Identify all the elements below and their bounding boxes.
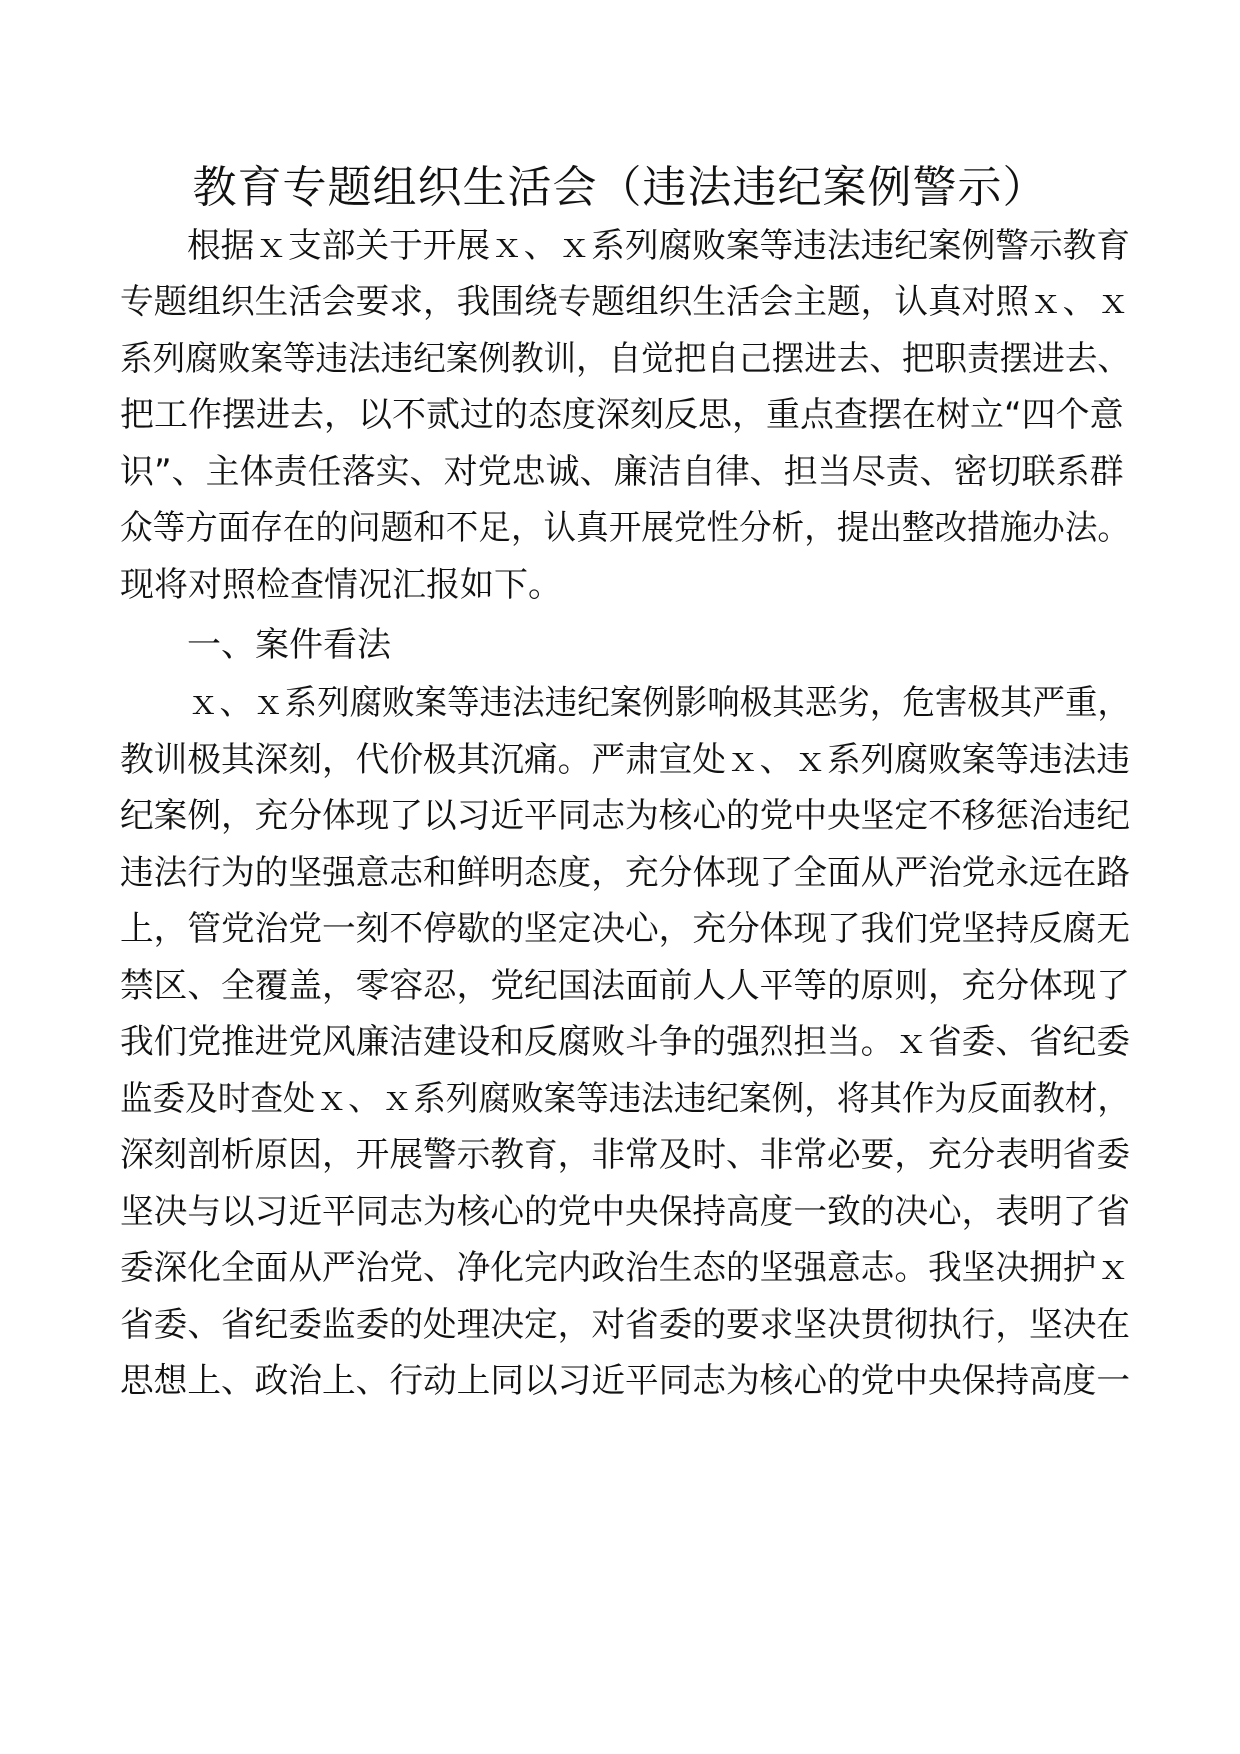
text-line: 坚决与以习近平同志为核心的党中央保持高度一致的决心，表明了省 xyxy=(120,1192,1130,1232)
text-line: 思想上、政治上、行动上同以习近平同志为核心的党中央保持高度一 xyxy=(120,1361,1130,1401)
text-line: 深刻剖析原因，开展警示教育，非常及时、非常必要，充分表明省委 xyxy=(120,1135,1130,1175)
text-line: 专题组织生活会要求，我围绕专题组织生活会主题，认真对照ｘ、ｘ xyxy=(120,282,1130,322)
text-line: ｘ、ｘ系列腐败案等违法违纪案例影响极其恶劣，危害极其严重， xyxy=(187,683,1130,723)
text-line: 现将对照检查情况汇报如下。 xyxy=(120,565,562,605)
text-line: 教训极其深刻，代价极其沉痛。严肃宣处ｘ、ｘ系列腐败案等违法违 xyxy=(120,740,1130,780)
text-line: 禁区、全覆盖，零容忍，党纪国法面前人人平等的原则，充分体现了 xyxy=(120,966,1130,1006)
text-line: 监委及时查处ｘ、ｘ系列腐败案等违法违纪案例，将其作为反面教材， xyxy=(120,1079,1130,1119)
text-line: 我们党推进党风廉洁建设和反腐败斗争的强烈担当。ｘ省委、省纪委 xyxy=(120,1022,1130,1062)
text-line: 把工作摆进去，以不贰过的态度深刻反思，重点查摆在树立“四个意 xyxy=(120,395,1124,435)
text-line: 委深化全面从严治党、净化完内政治生态的坚强意志。我坚决拥护ｘ xyxy=(120,1248,1130,1288)
text-line: 系列腐败案等违法违纪案例教训，自觉把自己摆进去、把职责摆进去、 xyxy=(120,339,1130,379)
text-line: 根据ｘ支部关于开展ｘ、ｘ系列腐败案等违法违纪案例警示教育 xyxy=(187,226,1130,266)
text-line: 识”、主体责任落实、对党忠诚、廉洁自律、担当尽责、密切联系群 xyxy=(120,452,1124,492)
text-line: 众等方面存在的问题和不足，认真开展党性分析，提出整改措施办法。 xyxy=(120,508,1130,548)
document-title: 教育专题组织生活会（违法违纪案例警示） xyxy=(192,162,1048,213)
text-line: 上，管党治党一刻不停歇的坚定决心，充分体现了我们党坚持反腐无 xyxy=(120,909,1130,949)
text-line: 违法行为的坚强意志和鲜明态度，充分体现了全面从严治党永远在路 xyxy=(120,853,1130,893)
text-line: 纪案例，充分体现了以习近平同志为核心的党中央坚定不移惩治违纪 xyxy=(120,796,1130,836)
section-heading: 一、案件看法 xyxy=(187,625,391,665)
text-line: 省委、省纪委监委的处理决定，对省委的要求坚决贯彻执行，坚决在 xyxy=(120,1305,1130,1345)
